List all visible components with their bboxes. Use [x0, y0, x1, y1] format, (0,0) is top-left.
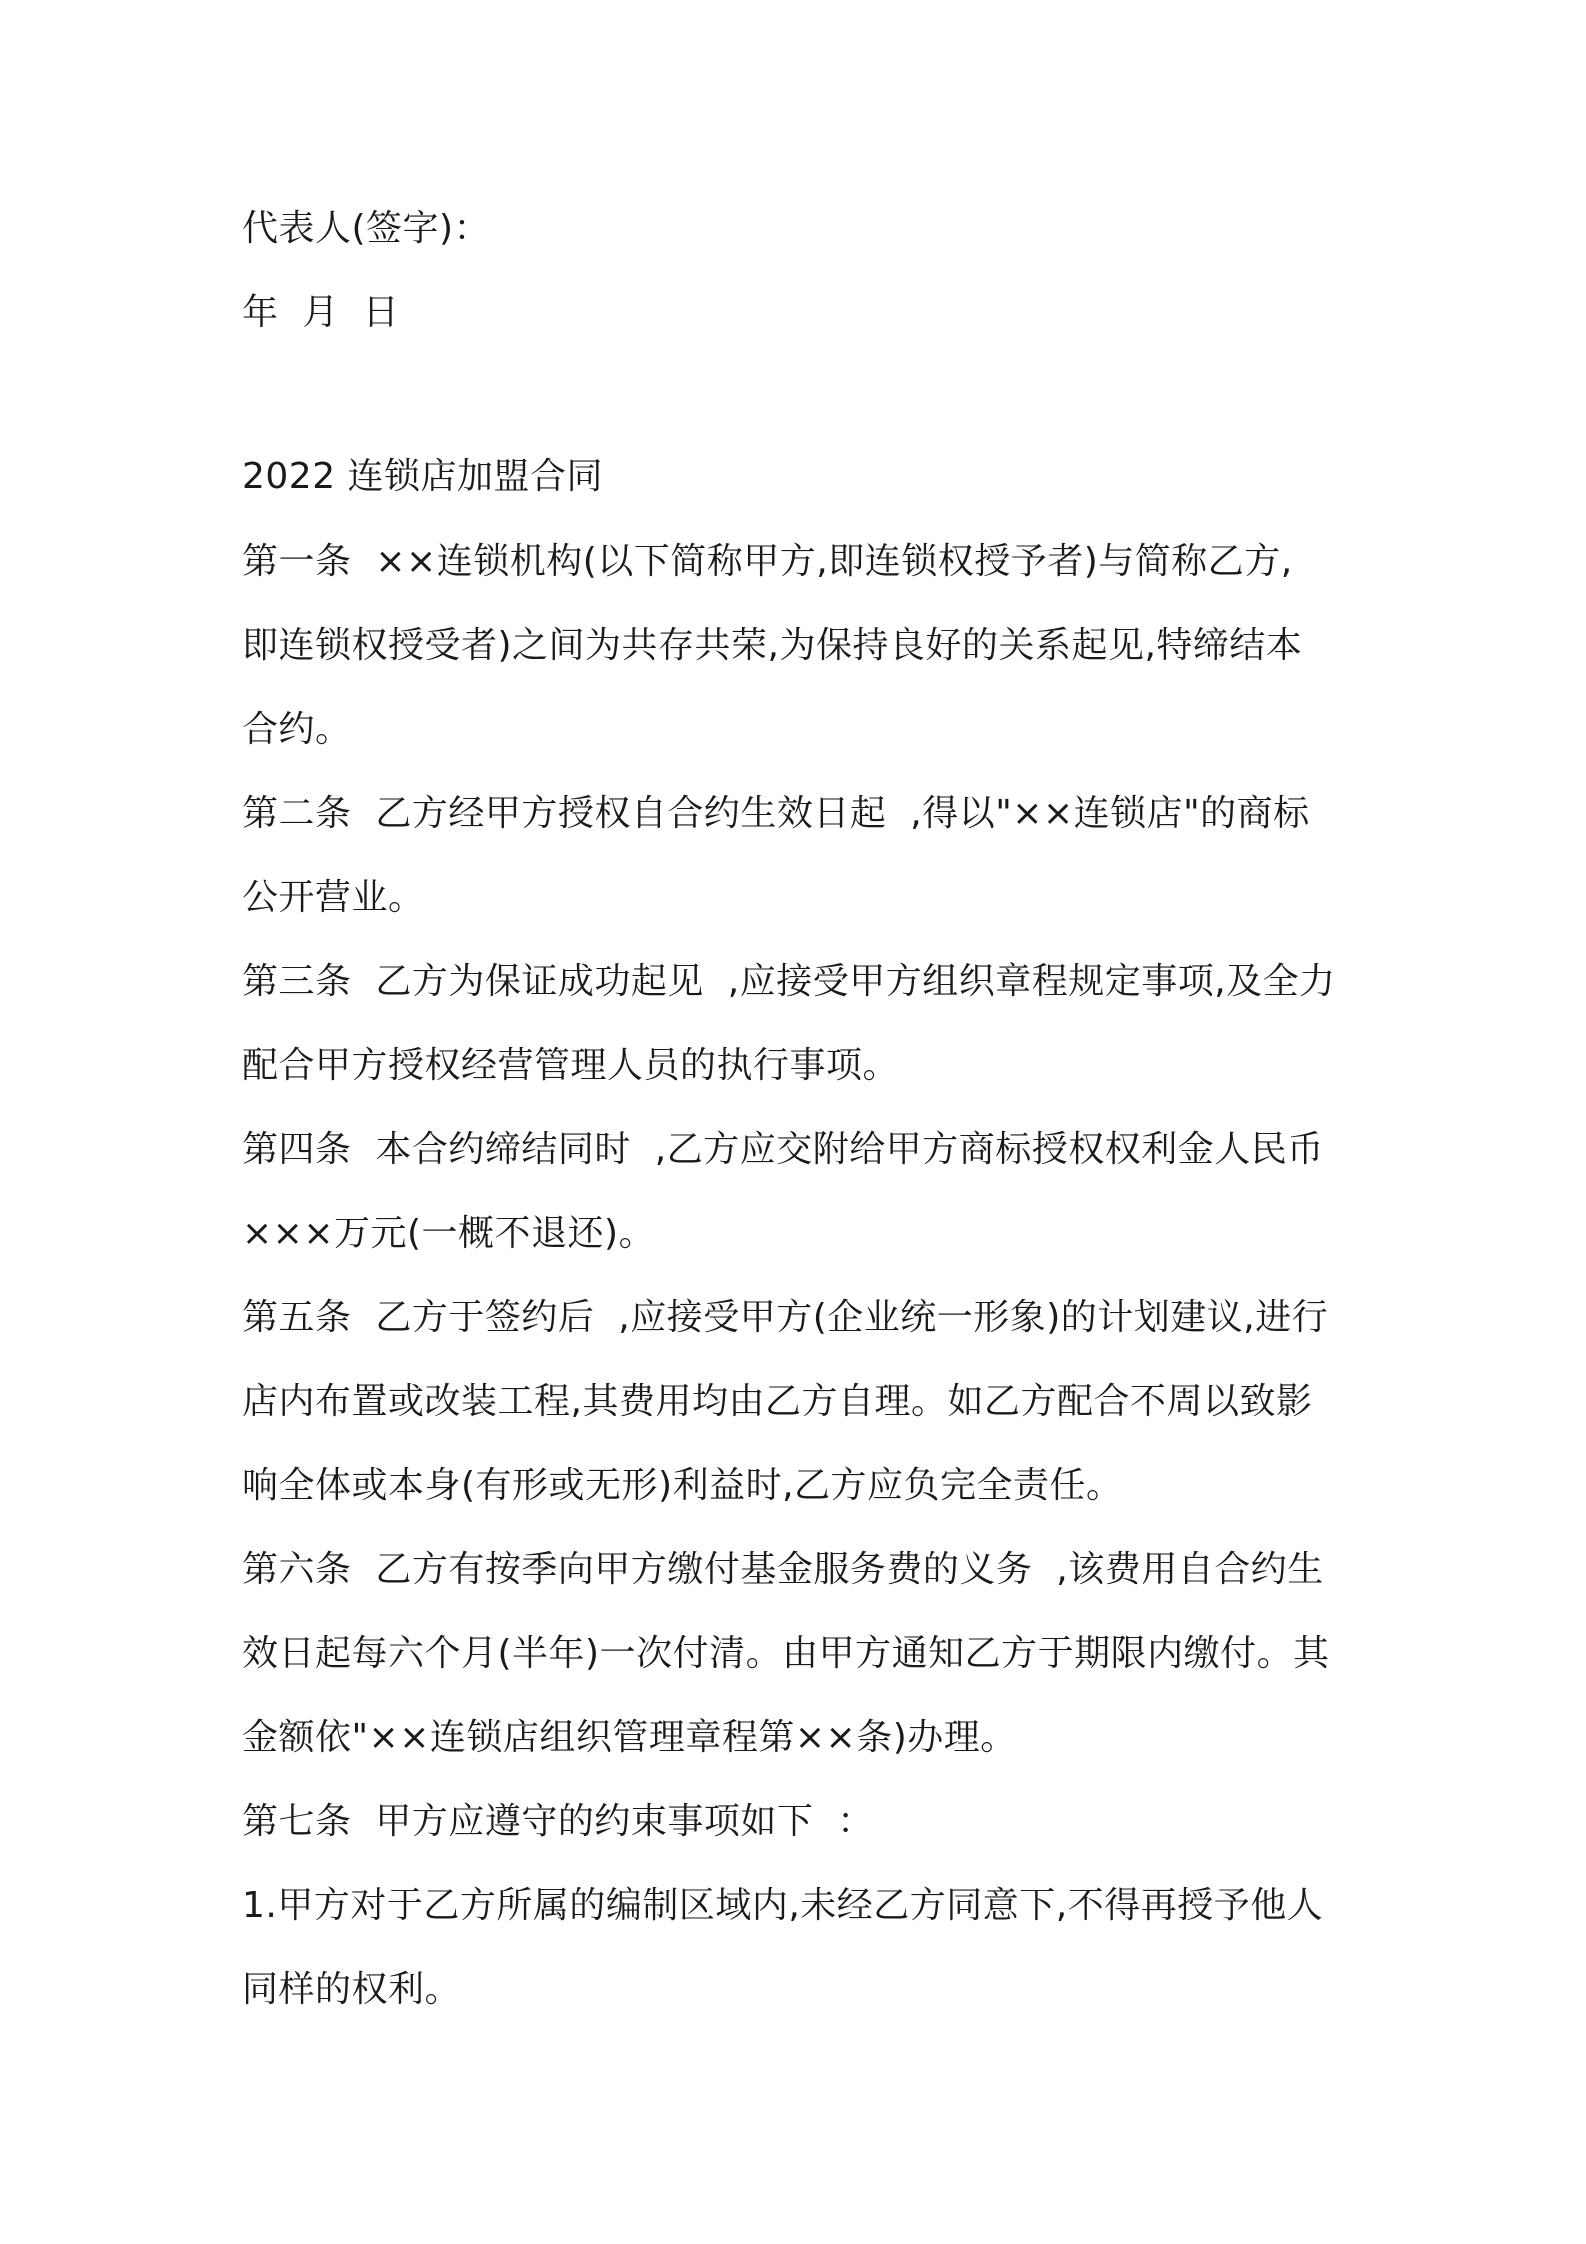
contract-line: ×××万元(一概不退还)。 [242, 1213, 656, 1254]
representative-signature-label: 代表人(签字)： [242, 208, 491, 249]
contract-line: 第三条 乙方为保证成功起见 ,应接受甲方组织章程规定事项,及全力 [242, 961, 1336, 1002]
contract-line: 第七条 甲方应遵守的约束事项如下 ： [242, 1801, 874, 1842]
contract-line: 第四条 本合约缔结同时 ,乙方应交附给甲方商标授权权利金人民币 [242, 1129, 1324, 1170]
contract-line: 第一条 ××连锁机构(以下简称甲方,即连锁权授予者)与简称乙方, [242, 541, 1293, 582]
contract-title: 2022 连锁店加盟合同 [242, 456, 604, 497]
contract-line: 店内布置或改装工程,其费用均由乙方自理。如乙方配合不周以致影 [242, 1381, 1313, 1422]
contract-line: 第二条 乙方经甲方授权自合约生效日起 ,得以"××连锁店"的商标 [242, 793, 1310, 834]
contract-line: 即连锁权授受者)之间为共存共荣,为保持良好的关系起见,特缔结本 [242, 625, 1303, 666]
contract-line: 配合甲方授权经营管理人员的执行事项。 [242, 1045, 900, 1086]
contract-line: 第六条 乙方有按季向甲方缴付基金服务费的义务 ,该费用自合约生 [242, 1549, 1324, 1590]
contract-line: 响全体或本身(有形或无形)利益时,乙方应负完全责任。 [242, 1465, 1123, 1506]
contract-line: 公开营业。 [242, 877, 425, 918]
contract-line: 同样的权利。 [242, 1969, 462, 2010]
signature-date-line: 年 月 日 [242, 292, 400, 333]
contract-line: 效日起每六个月(半年)一次付清。由甲方通知乙方于期限内缴付。其 [242, 1633, 1330, 1674]
contract-line: 金额依"××连锁店组织管理章程第××条)办理。 [242, 1717, 1017, 1758]
contract-line: 第五条 乙方于签约后 ,应接受甲方(企业统一形象)的计划建议,进行 [242, 1297, 1329, 1338]
contract-line: 合约。 [242, 709, 352, 750]
contract-line: 1.甲方对于乙方所属的编制区域内,未经乙方同意下,不得再授予他人 [242, 1885, 1324, 1926]
